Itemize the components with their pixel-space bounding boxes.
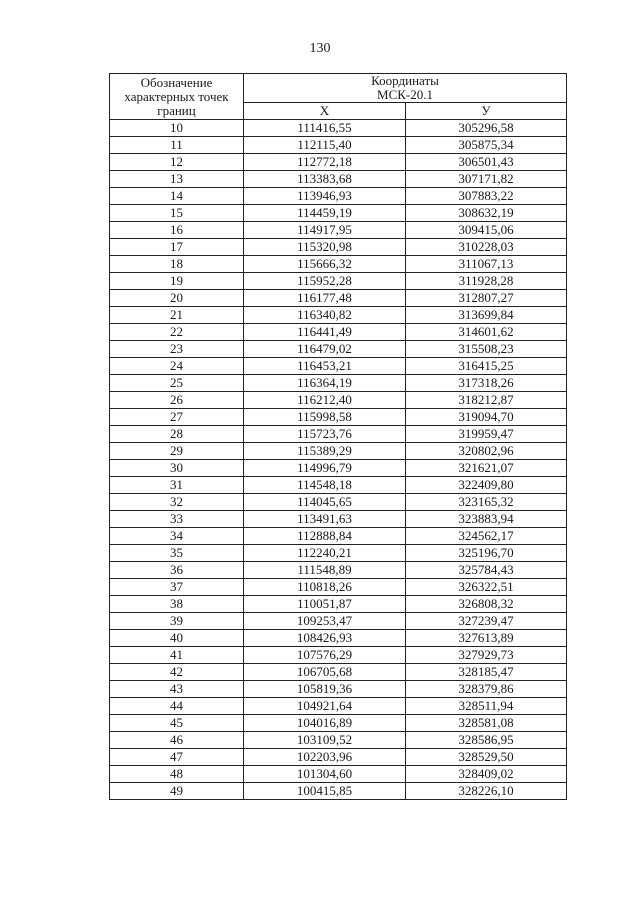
point-header-line-3: границ — [157, 102, 196, 118]
point-number-cell: 28 — [110, 426, 244, 443]
x-coordinate-cell: 102203,96 — [244, 749, 406, 766]
x-coordinate-cell: 106705,68 — [244, 664, 406, 681]
table-row — [110, 511, 567, 528]
table-row — [110, 613, 567, 630]
x-coordinate-cell: 114996,79 — [244, 460, 406, 477]
x-coordinate-cell: 104016,89 — [244, 715, 406, 732]
x-coordinate-cell: 105819,36 — [244, 681, 406, 698]
point-number-cell: 23 — [110, 341, 244, 358]
coords-header-line-1: Координаты — [371, 73, 439, 88]
table-row — [110, 562, 567, 579]
point-number-cell: 22 — [110, 324, 244, 341]
y-coordinate-cell: 318212,87 — [406, 392, 567, 409]
table-row — [110, 732, 567, 749]
table-row — [110, 783, 567, 800]
x-coordinate-cell: 116479,02 — [244, 341, 406, 358]
x-coordinate-cell: 103109,52 — [244, 732, 406, 749]
point-number-cell: 30 — [110, 460, 244, 477]
y-coordinate-cell: 324562,17 — [406, 528, 567, 545]
x-coordinate-cell: 116340,82 — [244, 307, 406, 324]
y-coordinate-cell: 322409,80 — [406, 477, 567, 494]
point-number-cell: 32 — [110, 494, 244, 511]
table-row — [110, 477, 567, 494]
y-coordinate-cell: 320802,96 — [406, 443, 567, 460]
table-row — [110, 392, 567, 409]
table-row — [110, 766, 567, 783]
y-coordinate-cell: 327239,47 — [406, 613, 567, 630]
table-row — [110, 630, 567, 647]
y-coordinate-cell: 327613,89 — [406, 630, 567, 647]
y-coordinate-cell: 328226,10 — [406, 783, 567, 800]
point-number-cell: 11 — [110, 137, 244, 154]
y-coordinate-cell: 326322,51 — [406, 579, 567, 596]
coordinates-header — [244, 74, 567, 103]
point-number-cell: 49 — [110, 783, 244, 800]
y-coordinate-cell: 312807,27 — [406, 290, 567, 307]
y-coordinate-cell: 323165,32 — [406, 494, 567, 511]
y-coordinate-cell: 306501,43 — [406, 154, 567, 171]
coords-header-line-2: МСК-20.1 — [377, 87, 433, 102]
y-coordinate-cell: 319094,70 — [406, 409, 567, 426]
point-number-cell: 13 — [110, 171, 244, 188]
x-coordinate-cell: 111416,55 — [244, 120, 406, 137]
y-coordinate-cell: 310228,03 — [406, 239, 567, 256]
x-coordinate-cell: 112240,21 — [244, 545, 406, 562]
point-number-cell: 38 — [110, 596, 244, 613]
table-row — [110, 579, 567, 596]
point-number-cell: 14 — [110, 188, 244, 205]
y-coordinate-cell: 325784,43 — [406, 562, 567, 579]
y-coordinate-cell: 325196,70 — [406, 545, 567, 562]
x-coordinate-cell: 110051,87 — [244, 596, 406, 613]
y-coordinate-cell: 327929,73 — [406, 647, 567, 664]
table-row — [110, 120, 567, 137]
table-row — [110, 307, 567, 324]
point-number-cell: 21 — [110, 307, 244, 324]
x-coordinate-cell: 115952,28 — [244, 273, 406, 290]
y-coordinate-cell: 311067,13 — [406, 256, 567, 273]
y-coordinate-cell: 328185,47 — [406, 664, 567, 681]
table-body — [110, 120, 567, 800]
table-row — [110, 188, 567, 205]
point-number-cell: 36 — [110, 562, 244, 579]
y-coordinate-cell: 315508,23 — [406, 341, 567, 358]
point-number-cell: 29 — [110, 443, 244, 460]
x-coordinate-cell: 115998,58 — [244, 409, 406, 426]
table-row — [110, 443, 567, 460]
point-number-cell: 17 — [110, 239, 244, 256]
x-column-header: X — [244, 103, 406, 120]
point-number-cell: 35 — [110, 545, 244, 562]
table-row — [110, 137, 567, 154]
point-number-cell: 37 — [110, 579, 244, 596]
y-coordinate-cell: 328586,95 — [406, 732, 567, 749]
point-number-cell: 41 — [110, 647, 244, 664]
point-number-cell: 42 — [110, 664, 244, 681]
x-coordinate-cell: 115389,29 — [244, 443, 406, 460]
x-coordinate-cell: 116453,21 — [244, 358, 406, 375]
y-coordinate-cell: 307171,82 — [406, 171, 567, 188]
point-number-cell: 31 — [110, 477, 244, 494]
y-coordinate-cell: 328581,08 — [406, 715, 567, 732]
x-coordinate-cell: 100415,85 — [244, 783, 406, 800]
table-row — [110, 545, 567, 562]
point-header-line-1: Обозначение — [140, 74, 213, 90]
table-row — [110, 715, 567, 732]
y-column-header: У — [406, 103, 567, 120]
x-coordinate-cell: 107576,29 — [244, 647, 406, 664]
x-coordinate-cell: 114045,65 — [244, 494, 406, 511]
point-number-cell: 18 — [110, 256, 244, 273]
table-row — [110, 154, 567, 171]
point-number-cell: 19 — [110, 273, 244, 290]
y-coordinate-cell: 321621,07 — [406, 460, 567, 477]
x-coordinate-cell: 115320,98 — [244, 239, 406, 256]
y-coordinate-cell: 305875,34 — [406, 137, 567, 154]
table-row — [110, 647, 567, 664]
point-number-cell: 20 — [110, 290, 244, 307]
x-coordinate-cell: 113946,93 — [244, 188, 406, 205]
x-coordinate-cell: 116212,40 — [244, 392, 406, 409]
y-coordinate-cell: 305296,58 — [406, 120, 567, 137]
y-coordinate-cell: 323883,94 — [406, 511, 567, 528]
point-number-cell: 40 — [110, 630, 244, 647]
y-coordinate-cell: 328529,50 — [406, 749, 567, 766]
table-row — [110, 596, 567, 613]
x-coordinate-cell: 110818,26 — [244, 579, 406, 596]
x-coordinate-cell: 109253,47 — [244, 613, 406, 630]
x-coordinate-cell: 104921,64 — [244, 698, 406, 715]
point-number-cell: 24 — [110, 358, 244, 375]
table-row — [110, 290, 567, 307]
table-row — [110, 358, 567, 375]
table-row — [110, 222, 567, 239]
point-number-cell: 25 — [110, 375, 244, 392]
point-number-cell: 27 — [110, 409, 244, 426]
x-coordinate-cell: 101304,60 — [244, 766, 406, 783]
x-coordinate-cell: 115666,32 — [244, 256, 406, 273]
table-row — [110, 681, 567, 698]
point-number-cell: 15 — [110, 205, 244, 222]
x-coordinate-cell: 116177,48 — [244, 290, 406, 307]
table-row — [110, 324, 567, 341]
x-coordinate-cell: 112115,40 — [244, 137, 406, 154]
y-coordinate-cell: 308632,19 — [406, 205, 567, 222]
point-number-cell: 47 — [110, 749, 244, 766]
table-row — [110, 426, 567, 443]
point-number-cell: 12 — [110, 154, 244, 171]
y-coordinate-cell: 328379,86 — [406, 681, 567, 698]
table-row — [110, 409, 567, 426]
x-coordinate-cell: 116364,19 — [244, 375, 406, 392]
x-coordinate-cell: 113383,68 — [244, 171, 406, 188]
y-coordinate-cell: 314601,62 — [406, 324, 567, 341]
x-coordinate-cell: 114548,18 — [244, 477, 406, 494]
x-coordinate-cell: 108426,93 — [244, 630, 406, 647]
table-row — [110, 375, 567, 392]
point-number-cell: 34 — [110, 528, 244, 545]
table-row — [110, 749, 567, 766]
table-row — [110, 273, 567, 290]
table-row — [110, 239, 567, 256]
y-coordinate-cell: 319959,47 — [406, 426, 567, 443]
table-row — [110, 698, 567, 715]
table-row — [110, 171, 567, 188]
point-number-cell: 33 — [110, 511, 244, 528]
point-number-cell: 16 — [110, 222, 244, 239]
y-coordinate-cell: 317318,26 — [406, 375, 567, 392]
point-number-cell: 26 — [110, 392, 244, 409]
x-coordinate-cell: 115723,76 — [244, 426, 406, 443]
table-header — [110, 74, 567, 120]
y-coordinate-cell: 309415,06 — [406, 222, 567, 239]
y-coordinate-cell: 307883,22 — [406, 188, 567, 205]
point-number-cell: 44 — [110, 698, 244, 715]
point-number-cell: 39 — [110, 613, 244, 630]
table-row — [110, 664, 567, 681]
point-number-cell: 46 — [110, 732, 244, 749]
table-row — [110, 528, 567, 545]
x-coordinate-cell: 111548,89 — [244, 562, 406, 579]
page-number: 130 — [309, 41, 331, 56]
x-coordinate-cell: 114459,19 — [244, 205, 406, 222]
y-coordinate-cell: 328511,94 — [406, 698, 567, 715]
x-coordinate-cell: 116441,49 — [244, 324, 406, 341]
y-coordinate-cell: 326808,32 — [406, 596, 567, 613]
y-coordinate-cell: 328409,02 — [406, 766, 567, 783]
x-coordinate-cell: 112772,18 — [244, 154, 406, 171]
point-number-cell: 48 — [110, 766, 244, 783]
y-coordinate-cell: 316415,25 — [406, 358, 567, 375]
x-coordinate-cell: 114917,95 — [244, 222, 406, 239]
table-row — [110, 205, 567, 222]
point-number-cell: 10 — [110, 120, 244, 137]
point-header-line-2: характерных точек — [124, 88, 229, 104]
x-coordinate-cell: 112888,84 — [244, 528, 406, 545]
point-number-cell: 45 — [110, 715, 244, 732]
table-row — [110, 256, 567, 273]
coordinates-table — [109, 73, 567, 800]
table-row — [110, 494, 567, 511]
point-number-cell: 43 — [110, 681, 244, 698]
point-designation-header — [110, 74, 244, 120]
y-coordinate-cell: 313699,84 — [406, 307, 567, 324]
table-row — [110, 341, 567, 358]
y-coordinate-cell: 311928,28 — [406, 273, 567, 290]
table-row — [110, 460, 567, 477]
x-coordinate-cell: 113491,63 — [244, 511, 406, 528]
